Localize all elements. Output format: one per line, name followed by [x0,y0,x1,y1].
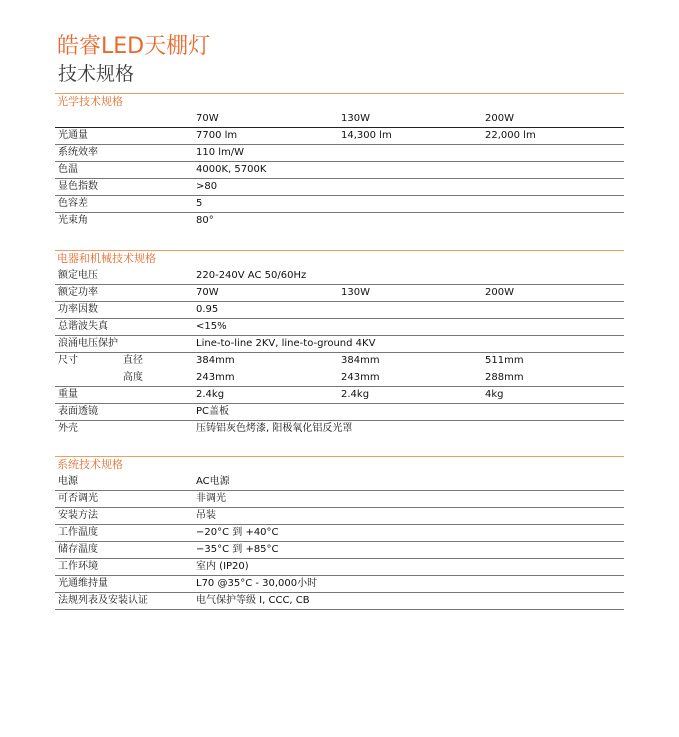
row-value: 14,300 lm [341,130,392,141]
table-row [55,474,624,491]
table-row [55,404,624,421]
row-value: 384mm [196,355,235,366]
row-value: 2.4kg [196,389,225,400]
system-section [55,456,624,610]
row-value: 70W [196,287,219,298]
page-subtitle: 技术规格 [58,63,135,85]
column-header: 130W [341,113,370,124]
row-value: 511mm [485,355,524,366]
column-header: 70W [196,113,219,124]
table-row [55,336,624,353]
table-row [55,508,624,525]
table-row [55,145,624,162]
column-header: 200W [485,113,514,124]
table-row [55,213,624,230]
row-value: 吊装 [196,510,216,521]
row-label: 可否调光 [58,493,98,504]
row-label: 系统效率 [58,147,98,158]
table-row [55,525,624,542]
row-value: 243mm [196,372,235,383]
row-value: 压铸铝灰色烤漆, 阳极氧化铝反光罩 [196,423,353,434]
row-label: 色容差 [58,198,88,209]
row-value: 288mm [485,372,524,383]
electrical-section [55,250,624,438]
page-title: 皓睿LED天棚灯 [57,34,211,59]
row-value: 电气保护等级 I, CCC, CB [196,595,310,606]
row-label: 色温 [58,164,78,175]
row-value: Line-to-line 2KV, line-to-ground 4KV [196,338,376,349]
row-value: 7700 lm [196,130,238,141]
table-header-row [55,111,624,128]
row-value: 0.95 [196,304,219,315]
row-value: 4000K, 5700K [196,164,267,175]
row-label: 工作温度 [58,527,98,538]
row-label: 额定电压 [58,270,98,281]
table-row [55,319,624,336]
row-label: 安装方法 [58,510,98,521]
row-value: AC电源 [196,476,230,487]
row-value: >80 [196,181,218,192]
row-label: 外壳 [58,423,78,434]
row-label: 法规列表及安装认证 [58,595,148,606]
table-row [55,559,624,576]
row-label: 储存温度 [58,544,98,555]
table-row [55,302,624,319]
row-value: 200W [485,287,514,298]
row-value: 22,000 lm [485,130,536,141]
table-row [55,370,624,387]
row-value: 110 lm/W [196,147,245,158]
table-row [55,268,624,285]
table-row [55,128,624,145]
row-value: L70 @35°C - 30,000小时 [196,578,318,589]
row-label: 浪涌电压保护 [58,338,118,349]
row-label: 电源 [58,476,78,487]
row-value: 243mm [341,372,380,383]
row-value: 220-240V AC 50/60Hz [196,270,307,281]
row-label: 总谐波失真 [58,321,108,332]
row-value: PC盖板 [196,406,230,417]
row-label: 工作环境 [58,561,98,572]
row-label: 重量 [58,389,78,400]
section-heading: 光学技术规格 [55,93,624,111]
table-row [55,491,624,508]
row-value: 室内 (IP20) [196,561,249,572]
row-value: −35°C 到 +85°C [196,544,279,555]
row-value: 2.4kg [341,389,370,400]
table-row [55,196,624,213]
optical-section [55,93,624,230]
table-row [55,542,624,559]
table-row [55,421,624,438]
row-value: 80° [196,215,214,226]
row-value: 130W [341,287,370,298]
row-value: <15% [196,321,227,332]
table-row [55,387,624,404]
row-label: 额定功率 [58,287,98,298]
row-label: 显色指数 [58,181,98,192]
row-value: 5 [196,198,203,209]
row-value: 非调光 [196,493,226,504]
table-row [55,179,624,196]
row-label: 表面透镜 [58,406,98,417]
row-sublabel: 直径 [123,355,143,366]
row-value: 384mm [341,355,380,366]
row-sublabel: 高度 [123,372,143,383]
table-row [55,353,624,370]
row-label: 光通量 [58,130,88,141]
row-value: 4kg [485,389,504,400]
row-label: 光通维持量 [58,578,108,589]
row-label: 光束角 [58,215,88,226]
table-row [55,285,624,302]
section-heading: 电器和机械技术规格 [55,250,624,268]
row-value: −20°C 到 +40°C [196,527,279,538]
row-label: 功率因数 [58,304,98,315]
table-row [55,593,624,610]
section-heading: 系统技术规格 [55,456,624,474]
table-row [55,162,624,179]
row-label: 尺寸 [58,355,78,366]
table-row [55,576,624,593]
